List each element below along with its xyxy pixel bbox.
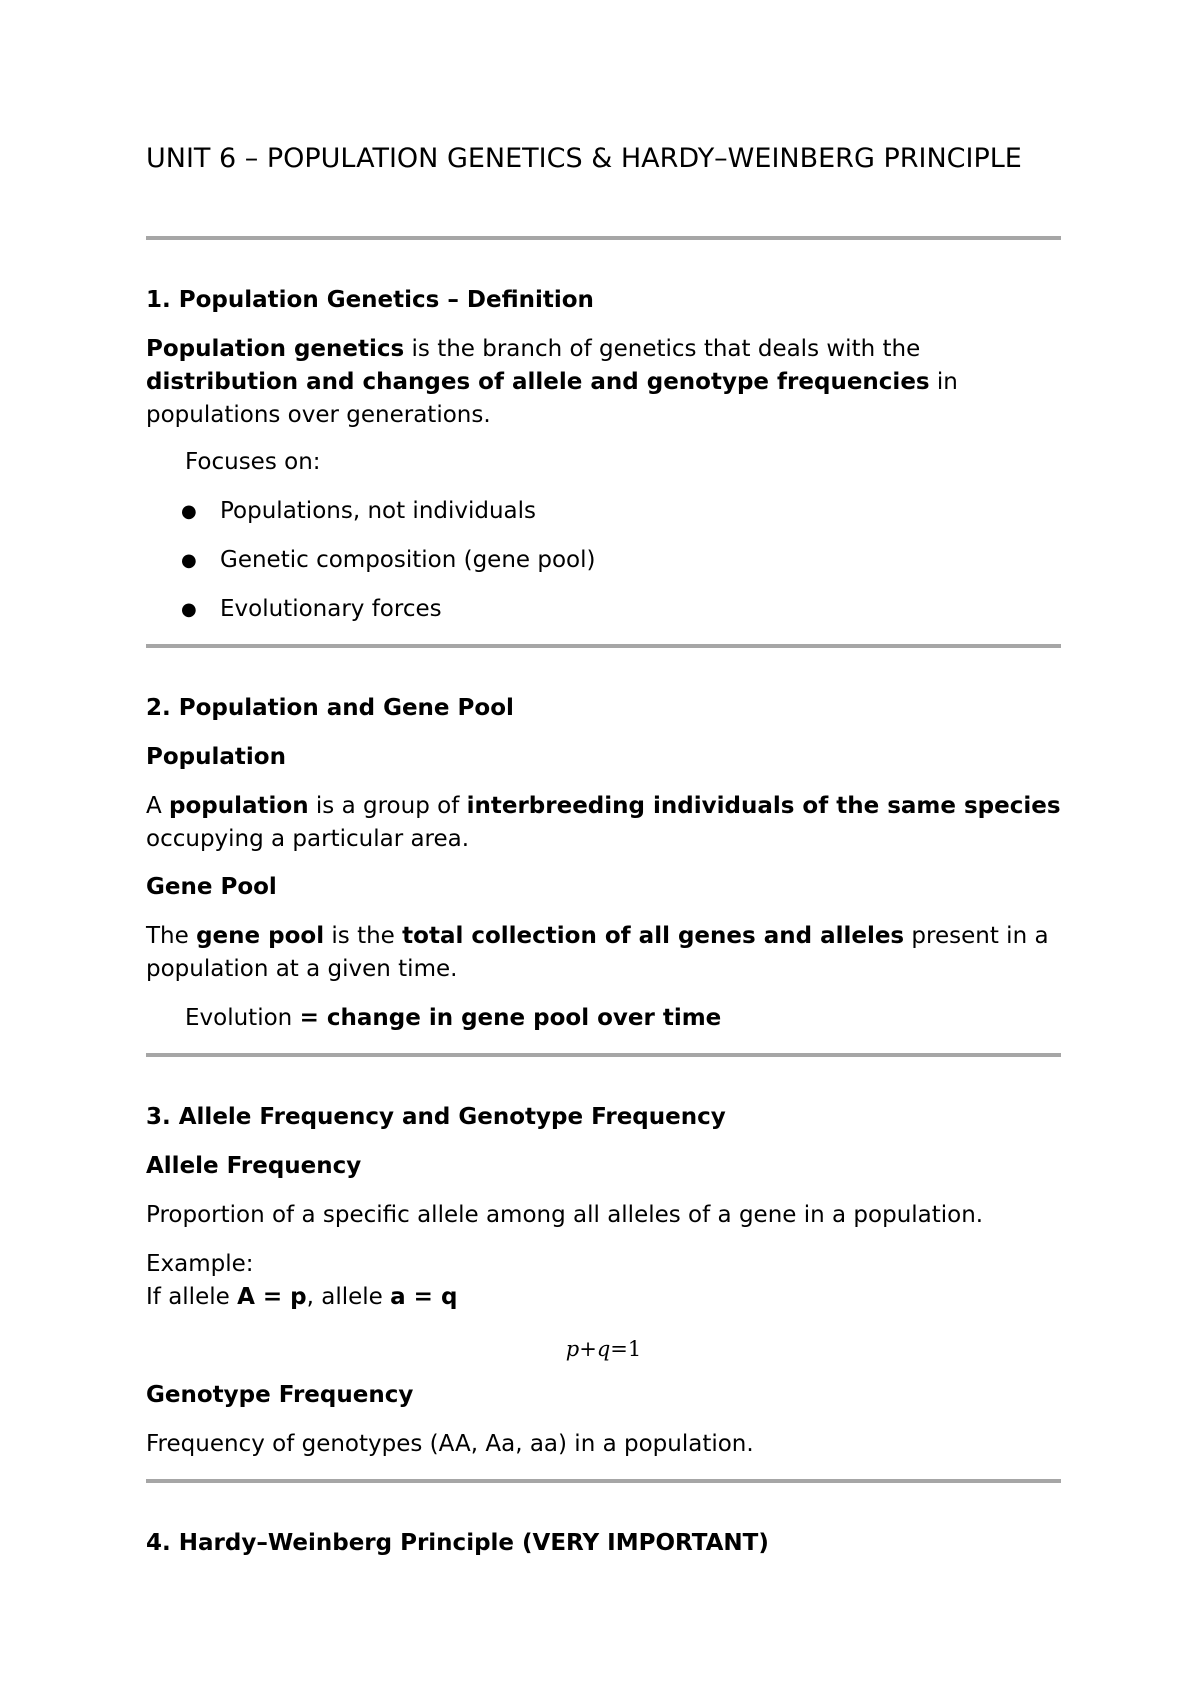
section-divider (146, 1479, 1061, 1483)
emphasis-total-collection: total collection of all genes and alleles (402, 923, 905, 949)
genotype-frequency-paragraph: Frequency of genotypes (AA, Aa, aa) in a population. (146, 1431, 754, 1457)
term-population-genetics: Population genetics (146, 336, 405, 362)
formula-var-q: q (596, 1337, 611, 1361)
section-1-heading: 1. Population Genetics – Definition (146, 287, 594, 313)
text-run: is a group of (308, 793, 467, 819)
subheading-genotype-frequency: Genotype Frequency (146, 1382, 414, 1408)
formula-var-p: p (565, 1337, 580, 1361)
bullet-icon: ● (181, 599, 197, 620)
bullet-icon: ● (181, 550, 197, 571)
section-divider (146, 236, 1061, 240)
allele-frequency-paragraph: Proportion of a specific allele among all alleles of a gene in a population. (146, 1202, 984, 1228)
list-item-text: Genetic composition (gene pool) (220, 547, 596, 573)
text-run: present in a population at a given time. (146, 923, 1049, 982)
text-run: The (146, 923, 197, 949)
text-run: is the (324, 923, 403, 949)
formula-p-plus-q (146, 1334, 1061, 1364)
subheading-population: Population (146, 744, 286, 770)
list-item-text: Populations, not individuals (220, 498, 537, 524)
focuses-on-label: Focuses on: (185, 449, 321, 475)
text-run: occupying a particular area. (146, 826, 470, 852)
emphasis-evolution: = change in gene pool over time (299, 1005, 722, 1031)
section-1-paragraph (146, 333, 1061, 432)
gene-pool-paragraph (146, 920, 1061, 986)
text-run: in populations over generations. (146, 369, 958, 428)
list-item-text: Evolutionary forces (220, 596, 442, 622)
section-4-heading: 4. Hardy–Weinberg Principle (VERY IMPORTANT) (146, 1530, 769, 1556)
subheading-gene-pool: Gene Pool (146, 874, 277, 900)
bullet-icon: ● (181, 501, 197, 522)
emphasis-allele-a-q: a = q (390, 1284, 458, 1310)
text-run: If allele (146, 1284, 238, 1310)
section-3-heading: 3. Allele Frequency and Genotype Frequency (146, 1104, 726, 1130)
text-run: A (146, 793, 170, 819)
formula-equals-one: =1 (610, 1337, 642, 1361)
term-gene-pool: gene pool (196, 923, 325, 949)
term-population: population (169, 793, 309, 819)
formula-plus: + (579, 1337, 597, 1361)
example-line (146, 1281, 1061, 1314)
text-run: is the branch of genetics that deals with the (404, 336, 921, 362)
text-run: , allele (306, 1284, 391, 1310)
section-2-heading: 2. Population and Gene Pool (146, 695, 514, 721)
evolution-statement (185, 1002, 1061, 1035)
emphasis-allele-a-p: A = p (237, 1284, 307, 1310)
text-run: Evolution (185, 1005, 300, 1031)
example-label: Example: (146, 1251, 254, 1277)
document-title: UNIT 6 – POPULATION GENETICS & HARDY–WEINBERG PRINCIPLE (146, 143, 1022, 174)
population-paragraph (146, 790, 1061, 856)
emphasis-distribution: distribution and changes of allele and genotype frequencies (146, 369, 930, 395)
emphasis-interbreeding: interbreeding individuals of the same species (466, 793, 1061, 819)
section-divider (146, 644, 1061, 648)
section-divider (146, 1053, 1061, 1057)
subheading-allele-frequency: Allele Frequency (146, 1153, 362, 1179)
